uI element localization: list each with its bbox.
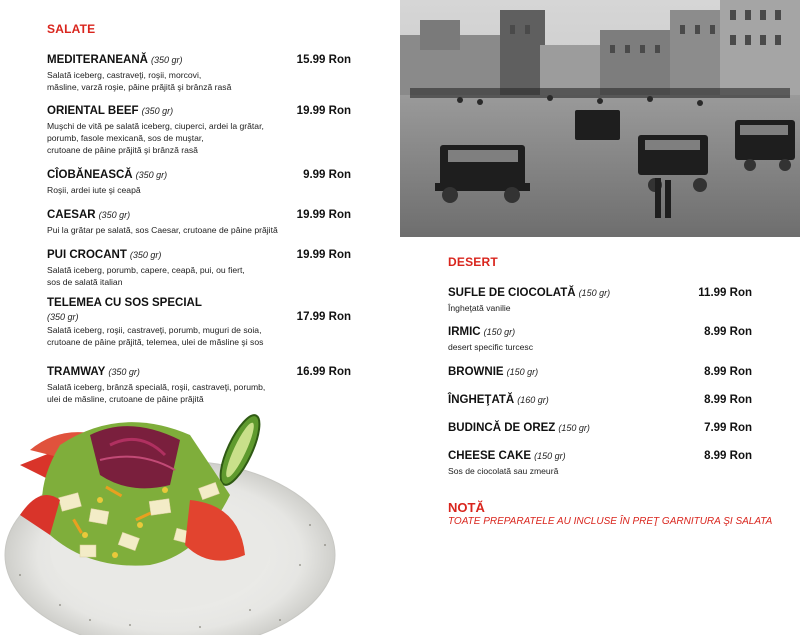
item-description-line: desert specific turcesc xyxy=(448,342,534,352)
item-description-line: Salată iceberg, roşii, castraveţi, porumb, muguri de soia, xyxy=(47,325,262,335)
item-price: 8.99 Ron xyxy=(704,366,752,378)
item-weight: (350 gr) xyxy=(141,106,174,116)
nota-text: TOATE PREPARATELE AU INCLUSE ÎN PREŢ GARNITURA ŞI SALATA xyxy=(448,516,773,527)
item-description xyxy=(47,69,351,93)
item-price: 11.99 Ron xyxy=(698,287,752,299)
item-weight: (350 gr) xyxy=(150,55,183,65)
menu-item-tramway xyxy=(47,362,351,405)
menu-item-inghetata xyxy=(448,390,752,408)
item-description-line: ulei de măsline, crutoane de pâine prăjită xyxy=(47,394,204,405)
item-name: ORIENTAL BEEF xyxy=(47,105,139,117)
menu-item-telemea-cu-sos-special xyxy=(47,297,351,348)
item-description-line: crutoane de pâine prăjită, telemea, ulei de măsline şi sos xyxy=(47,337,264,348)
section-title-salate: SALATE xyxy=(47,22,96,36)
item-name: CÎOBĂNEASCĂ xyxy=(47,169,133,181)
item-weight: (150 gr) xyxy=(534,451,566,461)
item-weight: (150 gr) xyxy=(578,288,611,298)
item-name: ÎNGHEŢATĂ xyxy=(448,394,515,406)
item-weight: (350 gr) xyxy=(108,367,140,377)
item-description xyxy=(47,184,351,196)
item-description-line: porumb, fasole mexicană, sos de muştar, xyxy=(47,133,204,144)
item-price: 8.99 Ron xyxy=(704,326,752,338)
item-description xyxy=(47,120,351,157)
salad-plate-graphic xyxy=(0,405,345,635)
menu-item-cheese-cake xyxy=(448,446,752,477)
item-price: 16.99 Ron xyxy=(296,366,351,378)
item-price: 8.99 Ron xyxy=(704,394,752,406)
item-weight: (150 gr) xyxy=(558,423,590,433)
item-weight: (350 gr) xyxy=(129,250,162,260)
item-description-line: crutoane de pâine prăjită şi brânză rasă xyxy=(47,145,198,156)
menu-item-caesar xyxy=(47,205,351,236)
item-name: TRAMWAY xyxy=(47,366,106,378)
item-description-line: măsline, varză roşie, pâine prăjită şi brânză rasă xyxy=(47,82,232,93)
item-weight: (350 gr) xyxy=(135,170,168,180)
section-title-desert: DESERT xyxy=(448,255,498,269)
item-weight: (150 gr) xyxy=(483,327,516,337)
item-description-line: Salată iceberg, porumb, capere, ceapă, pui, ou fiert, xyxy=(47,265,245,275)
item-description-line: Roşii, ardei iute şi ceapă xyxy=(47,185,141,195)
nota-title: NOTĂ xyxy=(448,500,485,515)
item-price: 9.99 Ron xyxy=(303,169,351,181)
item-price: 19.99 Ron xyxy=(296,105,351,117)
menu-item-oriental-beef xyxy=(47,101,351,157)
item-name: IRMIC xyxy=(448,326,481,338)
item-name: TELEMEA CU SOS SPECIAL xyxy=(47,297,202,309)
item-price: 8.99 Ron xyxy=(704,450,752,462)
item-price: 15.99 Ron xyxy=(296,54,351,66)
item-description xyxy=(47,224,351,236)
item-weight: (150 gr) xyxy=(506,367,539,377)
menu-item-pui-crocant xyxy=(47,245,351,288)
historic-street-photo xyxy=(400,0,800,237)
item-name: CHEESE CAKE xyxy=(448,450,532,462)
salad-plate-photo xyxy=(0,405,345,635)
item-description xyxy=(448,341,752,353)
item-name: MEDITERANEANĂ xyxy=(47,54,148,66)
menu-item-budinca-de-orez xyxy=(448,418,752,436)
menu-item-brownie xyxy=(448,362,752,380)
item-description-line: Salată iceberg, brânză specială, roşii, castraveţi, porumb, xyxy=(47,382,266,392)
item-name: CAESAR xyxy=(47,209,96,221)
item-description xyxy=(47,381,351,405)
menu-item-ciobaneasca xyxy=(47,165,351,196)
item-price: 17.99 Ron xyxy=(296,311,351,323)
item-description-line: sos de salată italian xyxy=(47,277,123,288)
item-description-line: Pui la grătar pe salată, sos Caesar, crutoane de pâine prăjită xyxy=(47,225,278,235)
item-description xyxy=(47,264,351,288)
item-price: 19.99 Ron xyxy=(296,209,351,221)
menu-item-sufle-de-ciocolata xyxy=(448,283,752,314)
item-name: BUDINCĂ DE OREZ xyxy=(448,422,556,434)
item-weight: (350 gr) xyxy=(98,210,131,220)
item-description-line: Muşchi de vită pe salată iceberg, ciuperci, ardei la grătar, xyxy=(47,121,264,131)
menu-item-irmic xyxy=(448,322,752,353)
item-description xyxy=(448,465,752,477)
historic-street-photo-graphic xyxy=(400,0,800,237)
item-description-line: Sos de ciocolată sau zmeură xyxy=(448,466,559,476)
item-description-line: Îngheţată vanilie xyxy=(448,303,511,313)
item-description xyxy=(47,324,351,348)
item-weight: (160 gr) xyxy=(517,395,549,405)
item-weight: (350 gr) xyxy=(47,312,79,322)
item-name: BROWNIE xyxy=(448,366,504,378)
menu-item-mediteraneana xyxy=(47,50,351,93)
item-name: PUI CROCANT xyxy=(47,249,127,261)
item-description xyxy=(448,302,752,314)
item-price: 7.99 Ron xyxy=(704,422,752,434)
item-description-line: Salată iceberg, castraveţi, roşii, morcovi, xyxy=(47,70,202,80)
item-name: SUFLE DE CIOCOLATĂ xyxy=(448,287,576,299)
item-price: 19.99 Ron xyxy=(296,249,351,261)
